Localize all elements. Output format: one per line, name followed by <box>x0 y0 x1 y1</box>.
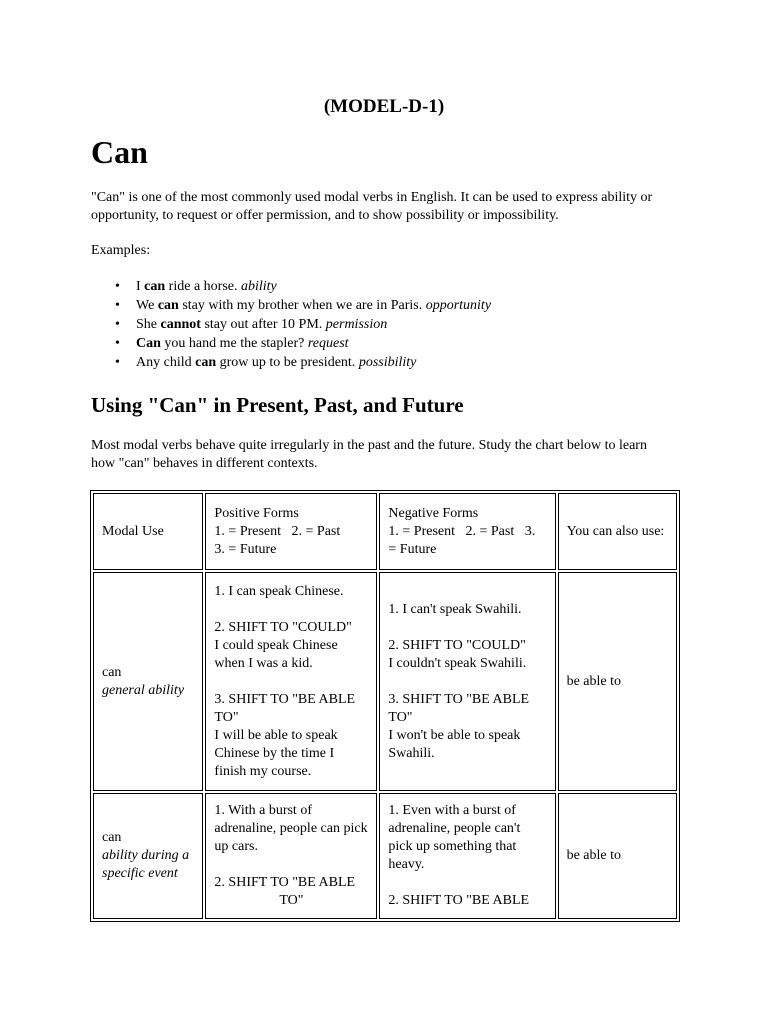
example-text: Any child <box>136 355 196 370</box>
list-item <box>91 354 491 373</box>
form-text: 1. Even with a burst of adrenaline, people can't pick up something that heavy. <box>388 803 521 872</box>
examples-list <box>91 278 491 373</box>
example-text: I <box>136 279 145 294</box>
cell-modal-use <box>93 572 203 791</box>
cell-positive <box>205 793 377 919</box>
form-text: 1. I can't speak Swahili. <box>388 601 522 617</box>
table-row <box>93 793 677 919</box>
form-text: 1. I can speak Chinese. <box>214 583 344 599</box>
header-positive-forms <box>205 493 377 570</box>
example-modal: can <box>195 355 217 370</box>
example-text: stay out after 10 PM. <box>200 317 326 332</box>
form-text: I will be able to speak Chinese by the time I finish my course. <box>214 727 338 779</box>
form-text: 2. SHIFT TO "COULD" <box>214 619 352 635</box>
header-also-use: You can also use: <box>558 493 677 570</box>
list-item <box>91 278 491 297</box>
form-text: 2. SHIFT TO "COULD" <box>388 637 526 653</box>
example-text: We <box>136 298 158 313</box>
bullet-icon: • <box>115 298 120 313</box>
bullet-icon: • <box>115 336 120 351</box>
header-negative-legend: 1. = Present 2. = Past 3. <box>388 523 536 539</box>
cell-positive <box>205 572 377 791</box>
example-tag: permission <box>325 317 388 332</box>
list-item <box>91 316 491 335</box>
form-text: 2. SHIFT TO "BE ABLE <box>214 875 356 890</box>
header-negative-forms <box>379 493 555 570</box>
example-tag: possibility <box>358 355 417 370</box>
bullet-icon: • <box>115 279 120 294</box>
example-text: grow up to be president. <box>216 355 359 370</box>
example-text: ride a horse. <box>165 279 241 294</box>
header-positive-legend: 3. = Future <box>214 541 277 557</box>
form-text: 3. SHIFT TO "BE ABLE TO" <box>388 691 530 725</box>
header-positive-legend: 1. = Present 2. = Past <box>214 523 341 539</box>
table-header-row <box>93 493 677 570</box>
example-tag: request <box>307 336 349 351</box>
list-item <box>91 335 491 354</box>
form-text: 3. SHIFT TO "BE ABLE TO" <box>214 691 356 725</box>
modal-word: can <box>102 664 122 680</box>
modal-word: can <box>102 830 122 845</box>
example-modal: can <box>144 279 166 294</box>
cell-also-use: be able to <box>558 793 677 919</box>
form-text: 1. With a burst of adrenaline, people can pick up cars. <box>214 803 368 854</box>
page-title: Can <box>91 134 148 170</box>
example-text: She <box>136 317 161 332</box>
form-text: I could speak Chinese when I was a kid. <box>214 637 338 671</box>
example-text: stay with my brother when we are in Paris. <box>178 298 426 313</box>
example-modal: can <box>157 298 179 313</box>
header-negative-title: Negative Forms <box>388 505 479 521</box>
example-modal: Can <box>136 336 161 351</box>
example-tag: opportunity <box>425 298 492 313</box>
header-negative-legend: = Future <box>388 541 437 557</box>
form-text: I won't be able to speak Swahili. <box>388 727 521 761</box>
header-positive-title: Positive Forms <box>214 505 299 521</box>
intro-paragraph: "Can" is one of the most commonly used modal verbs in English. It can be used to express ability or opportunity, to request or offer permission, and to show possibility or impossibility. <box>91 190 653 223</box>
modal-chart-table <box>90 490 680 922</box>
list-item <box>91 297 491 316</box>
modal-description: ability during a specific event <box>102 848 190 881</box>
header-modal-use: Modal Use <box>93 493 203 570</box>
form-text: I couldn't speak Swahili. <box>388 655 527 671</box>
example-tag: ability <box>240 279 277 294</box>
section-intro: Most modal verbs behave quite irregularly in the past and the future. Study the chart below to learn how "can" behaves in different contexts. <box>91 438 647 471</box>
section-heading: Using "Can" in Present, Past, and Future <box>91 393 464 417</box>
modal-description: general ability <box>102 682 185 698</box>
cell-modal-use <box>93 793 203 919</box>
bullet-icon: • <box>115 317 120 332</box>
model-title: (MODEL-D-1) <box>323 96 445 117</box>
example-modal: cannot <box>160 317 201 332</box>
example-text: you hand me the stapler? <box>160 336 308 351</box>
form-text: 2. SHIFT TO "BE ABLE <box>388 893 530 908</box>
table-row <box>93 572 677 791</box>
bullet-icon: • <box>115 355 120 370</box>
examples-label: Examples: <box>91 243 151 258</box>
form-text: TO" <box>279 893 304 908</box>
cell-also-use: be able to <box>558 572 677 791</box>
cell-negative <box>379 572 555 791</box>
cell-negative <box>379 793 555 919</box>
